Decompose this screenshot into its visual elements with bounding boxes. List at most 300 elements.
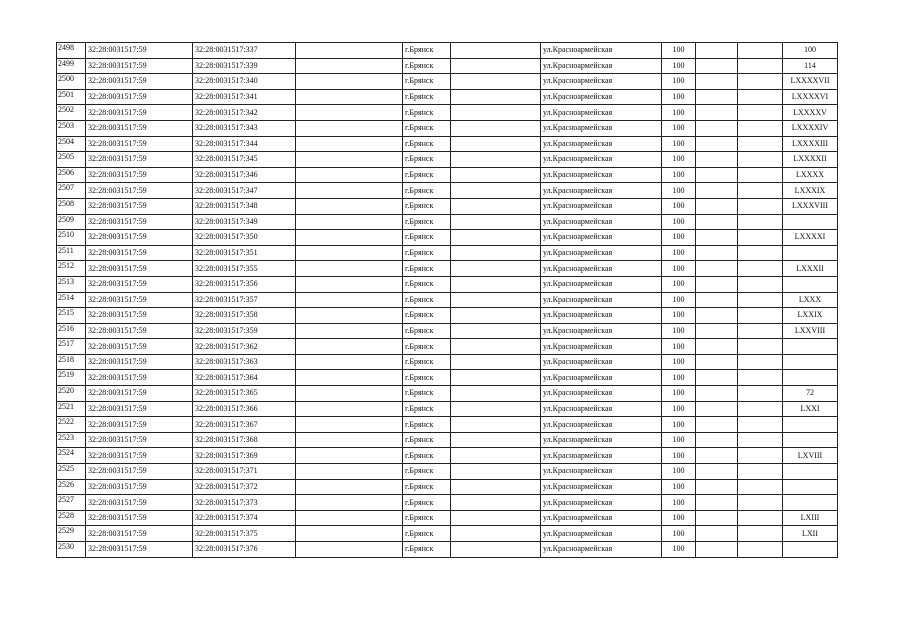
row-number: 2500: [57, 74, 86, 90]
street-cell: ул.Красноармейская: [541, 261, 662, 277]
city-cell: г.Брянск: [403, 479, 451, 495]
empty-cell-d: [738, 401, 783, 417]
empty-cell-b: [451, 167, 541, 183]
empty-cell-d: [738, 136, 783, 152]
cadastral-number: 32:28:0031517:341: [193, 89, 296, 105]
empty-cell-d: [738, 526, 783, 542]
share-percent: 100: [662, 526, 696, 542]
table-row: [57, 448, 838, 464]
row-number: 2515: [57, 308, 86, 324]
table-row: [57, 43, 838, 59]
row-number: 2499: [57, 58, 86, 74]
house-mark: LXXXII: [783, 261, 838, 277]
share-percent: 100: [662, 448, 696, 464]
empty-cell-a: [296, 43, 403, 59]
empty-cell-d: [738, 292, 783, 308]
share-percent: 100: [662, 323, 696, 339]
empty-cell-b: [451, 276, 541, 292]
cadastral-number: 32:28:0031517:350: [193, 230, 296, 246]
table-row: [57, 386, 838, 402]
share-percent: 100: [662, 58, 696, 74]
share-percent: 100: [662, 479, 696, 495]
cadastral-number: 32:28:0031517:359: [193, 323, 296, 339]
table-row: [57, 167, 838, 183]
row-number: 2523: [57, 432, 86, 448]
house-mark: [783, 245, 838, 261]
city-cell: г.Брянск: [403, 292, 451, 308]
cadastral-number: 32:28:0031517:376: [193, 542, 296, 558]
table-row: [57, 417, 838, 433]
house-mark: [783, 214, 838, 230]
cadastral-number: 32:28:0031517:344: [193, 136, 296, 152]
empty-cell-c: [696, 510, 738, 526]
empty-cell-b: [451, 183, 541, 199]
empty-cell-c: [696, 292, 738, 308]
house-mark: LXIII: [783, 510, 838, 526]
empty-cell-d: [738, 417, 783, 433]
city-cell: г.Брянск: [403, 183, 451, 199]
empty-cell-b: [451, 58, 541, 74]
row-number: 2516: [57, 323, 86, 339]
share-percent: 100: [662, 214, 696, 230]
table-row: [57, 370, 838, 386]
row-number: 2528: [57, 510, 86, 526]
empty-cell-d: [738, 214, 783, 230]
empty-cell-b: [451, 417, 541, 433]
table-row: [57, 74, 838, 90]
city-cell: г.Брянск: [403, 510, 451, 526]
table-row: [57, 89, 838, 105]
cadastral-number: 32:28:0031517:369: [193, 448, 296, 464]
parent-cadastral-number: 32:28:0031517:59: [86, 120, 193, 136]
empty-cell-c: [696, 495, 738, 511]
empty-cell-d: [738, 495, 783, 511]
empty-cell-c: [696, 167, 738, 183]
street-cell: ул.Красноармейская: [541, 120, 662, 136]
street-cell: ул.Красноармейская: [541, 526, 662, 542]
row-number: 2524: [57, 448, 86, 464]
share-percent: 100: [662, 245, 696, 261]
street-cell: ул.Красноармейская: [541, 167, 662, 183]
street-cell: ул.Красноармейская: [541, 323, 662, 339]
street-cell: ул.Красноармейская: [541, 386, 662, 402]
empty-cell-a: [296, 510, 403, 526]
house-mark: LXXXX: [783, 167, 838, 183]
cadastral-number: 32:28:0031517:375: [193, 526, 296, 542]
empty-cell-c: [696, 417, 738, 433]
table-row: [57, 120, 838, 136]
row-number: 2510: [57, 230, 86, 246]
row-number: 2513: [57, 276, 86, 292]
cadastral-number: 32:28:0031517:365: [193, 386, 296, 402]
cadastral-number: 32:28:0031517:351: [193, 245, 296, 261]
cadastral-number: 32:28:0031517:357: [193, 292, 296, 308]
empty-cell-c: [696, 89, 738, 105]
empty-cell-a: [296, 120, 403, 136]
street-cell: ул.Красноармейская: [541, 510, 662, 526]
street-cell: ул.Красноармейская: [541, 495, 662, 511]
street-cell: ул.Красноармейская: [541, 354, 662, 370]
empty-cell-d: [738, 308, 783, 324]
empty-cell-a: [296, 245, 403, 261]
city-cell: г.Брянск: [403, 276, 451, 292]
city-cell: г.Брянск: [403, 354, 451, 370]
empty-cell-a: [296, 323, 403, 339]
empty-cell-a: [296, 58, 403, 74]
cadastral-number: 32:28:0031517:368: [193, 432, 296, 448]
empty-cell-d: [738, 479, 783, 495]
share-percent: 100: [662, 230, 696, 246]
empty-cell-b: [451, 152, 541, 168]
parent-cadastral-number: 32:28:0031517:59: [86, 526, 193, 542]
share-percent: 100: [662, 89, 696, 105]
house-mark: [783, 542, 838, 558]
empty-cell-c: [696, 183, 738, 199]
house-mark: LXXXXIII: [783, 136, 838, 152]
empty-cell-c: [696, 386, 738, 402]
parent-cadastral-number: 32:28:0031517:59: [86, 261, 193, 277]
empty-cell-c: [696, 542, 738, 558]
share-percent: 100: [662, 292, 696, 308]
street-cell: ул.Красноармейская: [541, 401, 662, 417]
house-mark: LXXXXVII: [783, 74, 838, 90]
house-mark: LXXXXI: [783, 230, 838, 246]
parent-cadastral-number: 32:28:0031517:59: [86, 510, 193, 526]
parent-cadastral-number: 32:28:0031517:59: [86, 370, 193, 386]
parent-cadastral-number: 32:28:0031517:59: [86, 292, 193, 308]
empty-cell-b: [451, 464, 541, 480]
cadastral-number: 32:28:0031517:358: [193, 308, 296, 324]
empty-cell-a: [296, 495, 403, 511]
share-percent: 100: [662, 261, 696, 277]
house-mark: LXXXXVI: [783, 89, 838, 105]
table-row: [57, 354, 838, 370]
city-cell: г.Брянск: [403, 89, 451, 105]
share-percent: 100: [662, 183, 696, 199]
empty-cell-c: [696, 339, 738, 355]
empty-cell-b: [451, 292, 541, 308]
cadastral-number: 32:28:0031517:373: [193, 495, 296, 511]
share-percent: 100: [662, 370, 696, 386]
empty-cell-d: [738, 245, 783, 261]
empty-cell-b: [451, 432, 541, 448]
street-cell: ул.Красноармейская: [541, 292, 662, 308]
empty-cell-d: [738, 58, 783, 74]
empty-cell-c: [696, 432, 738, 448]
share-percent: 100: [662, 495, 696, 511]
house-mark: LXVIII: [783, 448, 838, 464]
row-number: 2506: [57, 167, 86, 183]
empty-cell-c: [696, 245, 738, 261]
share-percent: 100: [662, 386, 696, 402]
empty-cell-d: [738, 510, 783, 526]
house-mark: LXXXXII: [783, 152, 838, 168]
city-cell: г.Брянск: [403, 152, 451, 168]
cadastral-number: 32:28:0031517:347: [193, 183, 296, 199]
table-row: [57, 58, 838, 74]
empty-cell-b: [451, 43, 541, 59]
street-cell: ул.Красноармейская: [541, 432, 662, 448]
city-cell: г.Брянск: [403, 214, 451, 230]
empty-cell-a: [296, 526, 403, 542]
parent-cadastral-number: 32:28:0031517:59: [86, 432, 193, 448]
parent-cadastral-number: 32:28:0031517:59: [86, 495, 193, 511]
empty-cell-d: [738, 183, 783, 199]
house-mark: [783, 432, 838, 448]
cadastral-number: 32:28:0031517:342: [193, 105, 296, 121]
parent-cadastral-number: 32:28:0031517:59: [86, 479, 193, 495]
parent-cadastral-number: 32:28:0031517:59: [86, 245, 193, 261]
empty-cell-a: [296, 152, 403, 168]
city-cell: г.Брянск: [403, 105, 451, 121]
empty-cell-a: [296, 464, 403, 480]
empty-cell-c: [696, 401, 738, 417]
empty-cell-a: [296, 230, 403, 246]
street-cell: ул.Красноармейская: [541, 152, 662, 168]
parent-cadastral-number: 32:28:0031517:59: [86, 354, 193, 370]
cadastral-number: 32:28:0031517:374: [193, 510, 296, 526]
street-cell: ул.Красноармейская: [541, 89, 662, 105]
house-mark: LXII: [783, 526, 838, 542]
parent-cadastral-number: 32:28:0031517:59: [86, 43, 193, 59]
empty-cell-b: [451, 230, 541, 246]
table-row: [57, 479, 838, 495]
empty-cell-d: [738, 370, 783, 386]
street-cell: ул.Красноармейская: [541, 479, 662, 495]
row-number: 2514: [57, 292, 86, 308]
table-row: [57, 136, 838, 152]
empty-cell-d: [738, 152, 783, 168]
city-cell: г.Брянск: [403, 542, 451, 558]
empty-cell-a: [296, 198, 403, 214]
empty-cell-b: [451, 198, 541, 214]
empty-cell-a: [296, 370, 403, 386]
empty-cell-d: [738, 542, 783, 558]
city-cell: г.Брянск: [403, 74, 451, 90]
parent-cadastral-number: 32:28:0031517:59: [86, 214, 193, 230]
table-row: [57, 432, 838, 448]
city-cell: г.Брянск: [403, 386, 451, 402]
empty-cell-d: [738, 89, 783, 105]
house-mark: [783, 339, 838, 355]
house-mark: LXXI: [783, 401, 838, 417]
row-number: 2509: [57, 214, 86, 230]
share-percent: 100: [662, 43, 696, 59]
empty-cell-b: [451, 74, 541, 90]
row-number: 2508: [57, 198, 86, 214]
house-mark: [783, 479, 838, 495]
table-row: [57, 105, 838, 121]
house-mark: [783, 354, 838, 370]
street-cell: ул.Красноармейская: [541, 542, 662, 558]
empty-cell-a: [296, 167, 403, 183]
empty-cell-b: [451, 339, 541, 355]
empty-cell-a: [296, 183, 403, 199]
city-cell: г.Брянск: [403, 230, 451, 246]
row-number: 2526: [57, 479, 86, 495]
parent-cadastral-number: 32:28:0031517:59: [86, 58, 193, 74]
cadastral-number: 32:28:0031517:340: [193, 74, 296, 90]
empty-cell-d: [738, 354, 783, 370]
empty-cell-b: [451, 401, 541, 417]
empty-cell-a: [296, 479, 403, 495]
street-cell: ул.Красноармейская: [541, 58, 662, 74]
share-percent: 100: [662, 152, 696, 168]
street-cell: ул.Красноармейская: [541, 74, 662, 90]
table-row: [57, 198, 838, 214]
street-cell: ул.Красноармейская: [541, 198, 662, 214]
parent-cadastral-number: 32:28:0031517:59: [86, 89, 193, 105]
house-mark: 72: [783, 386, 838, 402]
house-mark: [783, 370, 838, 386]
empty-cell-a: [296, 432, 403, 448]
table-row: [57, 214, 838, 230]
row-number: 2521: [57, 401, 86, 417]
street-cell: ул.Красноармейская: [541, 105, 662, 121]
table-row: [57, 308, 838, 324]
empty-cell-b: [451, 261, 541, 277]
street-cell: ул.Красноармейская: [541, 136, 662, 152]
empty-cell-c: [696, 105, 738, 121]
empty-cell-a: [296, 417, 403, 433]
share-percent: 100: [662, 74, 696, 90]
row-number: 2529: [57, 526, 86, 542]
empty-cell-c: [696, 214, 738, 230]
parent-cadastral-number: 32:28:0031517:59: [86, 74, 193, 90]
parent-cadastral-number: 32:28:0031517:59: [86, 308, 193, 324]
empty-cell-d: [738, 339, 783, 355]
street-cell: ул.Красноармейская: [541, 183, 662, 199]
empty-cell-d: [738, 43, 783, 59]
empty-cell-d: [738, 105, 783, 121]
parent-cadastral-number: 32:28:0031517:59: [86, 386, 193, 402]
empty-cell-c: [696, 261, 738, 277]
table-row: [57, 230, 838, 246]
cadastral-number: 32:28:0031517:362: [193, 339, 296, 355]
empty-cell-d: [738, 167, 783, 183]
empty-cell-b: [451, 214, 541, 230]
empty-cell-c: [696, 152, 738, 168]
house-mark: LXXXXIV: [783, 120, 838, 136]
empty-cell-c: [696, 198, 738, 214]
city-cell: г.Брянск: [403, 323, 451, 339]
street-cell: ул.Красноармейская: [541, 417, 662, 433]
share-percent: 100: [662, 417, 696, 433]
city-cell: г.Брянск: [403, 370, 451, 386]
empty-cell-d: [738, 464, 783, 480]
empty-cell-a: [296, 105, 403, 121]
share-percent: 100: [662, 464, 696, 480]
parent-cadastral-number: 32:28:0031517:59: [86, 105, 193, 121]
table-row: [57, 401, 838, 417]
share-percent: 100: [662, 432, 696, 448]
empty-cell-a: [296, 401, 403, 417]
share-percent: 100: [662, 136, 696, 152]
share-percent: 100: [662, 542, 696, 558]
city-cell: г.Брянск: [403, 136, 451, 152]
cadastral-number: 32:28:0031517:343: [193, 120, 296, 136]
table-row: [57, 183, 838, 199]
empty-cell-c: [696, 120, 738, 136]
share-percent: 100: [662, 198, 696, 214]
empty-cell-b: [451, 136, 541, 152]
empty-cell-a: [296, 448, 403, 464]
row-number: 2522: [57, 417, 86, 433]
empty-cell-b: [451, 354, 541, 370]
empty-cell-d: [738, 230, 783, 246]
empty-cell-c: [696, 308, 738, 324]
street-cell: ул.Красноармейская: [541, 308, 662, 324]
empty-cell-b: [451, 323, 541, 339]
empty-cell-b: [451, 448, 541, 464]
empty-cell-a: [296, 354, 403, 370]
street-cell: ул.Красноармейская: [541, 245, 662, 261]
row-number: 2502: [57, 105, 86, 121]
row-number: 2504: [57, 136, 86, 152]
city-cell: г.Брянск: [403, 58, 451, 74]
table-row: [57, 339, 838, 355]
street-cell: ул.Красноармейская: [541, 43, 662, 59]
empty-cell-d: [738, 198, 783, 214]
parent-cadastral-number: 32:28:0031517:59: [86, 464, 193, 480]
city-cell: г.Брянск: [403, 339, 451, 355]
table-row: [57, 542, 838, 558]
empty-cell-d: [738, 386, 783, 402]
parent-cadastral-number: 32:28:0031517:59: [86, 323, 193, 339]
share-percent: 100: [662, 510, 696, 526]
empty-cell-d: [738, 261, 783, 277]
share-percent: 100: [662, 354, 696, 370]
parent-cadastral-number: 32:28:0031517:59: [86, 183, 193, 199]
parent-cadastral-number: 32:28:0031517:59: [86, 276, 193, 292]
parent-cadastral-number: 32:28:0031517:59: [86, 167, 193, 183]
row-number: 2507: [57, 183, 86, 199]
empty-cell-d: [738, 120, 783, 136]
parent-cadastral-number: 32:28:0031517:59: [86, 152, 193, 168]
empty-cell-b: [451, 370, 541, 386]
empty-cell-a: [296, 276, 403, 292]
house-mark: LXXVIII: [783, 323, 838, 339]
table-row: [57, 276, 838, 292]
street-cell: ул.Красноармейская: [541, 448, 662, 464]
city-cell: г.Брянск: [403, 401, 451, 417]
empty-cell-c: [696, 479, 738, 495]
share-percent: 100: [662, 167, 696, 183]
house-mark: [783, 276, 838, 292]
cadastral-number: 32:28:0031517:356: [193, 276, 296, 292]
share-percent: 100: [662, 339, 696, 355]
registry-table: [56, 42, 838, 558]
empty-cell-b: [451, 308, 541, 324]
cadastral-number: 32:28:0031517:346: [193, 167, 296, 183]
row-number: 2498: [57, 43, 86, 59]
empty-cell-b: [451, 105, 541, 121]
house-mark: 100: [783, 43, 838, 59]
empty-cell-c: [696, 230, 738, 246]
empty-cell-d: [738, 74, 783, 90]
row-number: 2519: [57, 370, 86, 386]
share-percent: 100: [662, 401, 696, 417]
house-mark: LXXXVIII: [783, 198, 838, 214]
city-cell: г.Брянск: [403, 308, 451, 324]
cadastral-number: 32:28:0031517:345: [193, 152, 296, 168]
street-cell: ул.Красноармейская: [541, 370, 662, 386]
empty-cell-c: [696, 276, 738, 292]
empty-cell-b: [451, 542, 541, 558]
empty-cell-c: [696, 370, 738, 386]
empty-cell-b: [451, 89, 541, 105]
table-row: [57, 152, 838, 168]
